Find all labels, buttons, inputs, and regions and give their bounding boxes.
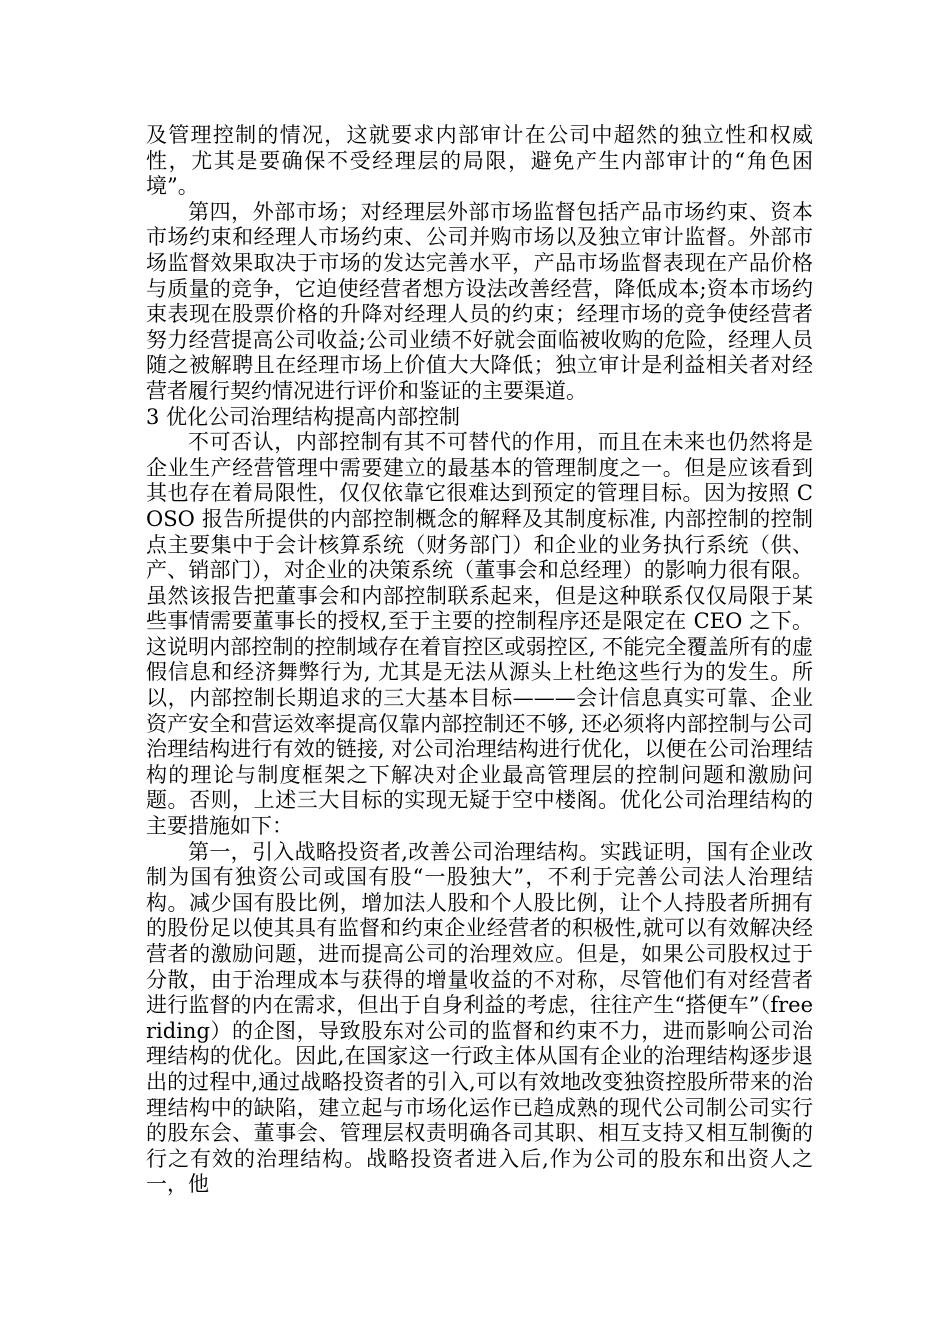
paragraph-internal-audit-independence: 及管理控制的情况，这就要求内部审计在公司中超然的独立性和权威性，尤其是要确保不受经理层的局限，避免产生内部审计的“角色困境”。 xyxy=(146,123,813,199)
document-page xyxy=(146,123,813,1198)
paragraph-strategic-investors: 第一，引入战略投资者,改善公司治理结构。实践证明，国有企业改制为国有独资公司或国有股“一股独大”，不利于完善公司法人治理结构。减少国有股比例，增加法人股和个人股比例，让个人持股者所拥有的股份足以使其具有监督和约束企业经营者的积极性,就可以有效解决经营者的激励问题，进而提高公司的治理效应。但是，如果公司股权过于分散，由于治理成本与获得的增量收益的不对称，尽管他们有对经营者进行监督的内在需求，但出于自身利益的考虑，往往产生“搭便车”（free riding）的企图，导致股东对公司的监督和约束不力，进而影响公司治理结构的优化。因此,在国家这一行政主体从国有企业的治理结构逐步退出的过程中,通过战略投资者的引入,可以有效地改变独资控股所带来的治理结构中的缺陷，建立起与市场化运作已趋成熟的现代公司制公司实行的股东会、董事会、管理层权责明确各司其职、相互支持又相互制衡的行之有效的治理结构。战略投资者进入后,作为公司的股东和出资人之一，他 xyxy=(146,839,813,1197)
section-heading: 3 优化公司治理结构提高内部控制 xyxy=(146,404,461,429)
paragraph-external-market: 第四，外部市场；对经理层外部市场监督包括产品市场约束、资本市场约束和经理人市场约束、公司并购市场以及独立审计监督。外部市场监督效果取决于市场的发达完善水平，产品市场监督表现在产品价格与质量的竞争，它迫使经营者想方设法改善经营，降低成本;资本市场约束表现在股票价格的升降对经理人员的约束；经理市场的竞争使经营者努力经营提高公司收益;公司业绩不好就会面临被收购的危险，经理人员随之被解聘且在经理市场上价值大大降低；独立审计是利益相关者对经营者履行契约情况进行评价和鉴证的主要渠道。 xyxy=(146,199,813,403)
paragraph-internal-control-limits: 不可否认，内部控制有其不可替代的作用，而且在未来也仍然将是企业生产经营管理中需要建立的最基本的管理制度之一。但是应该看到其也存在着局限性，仅仅依靠它很难达到预定的管理目标。因为按照 COSO 报告所提供的内部控制概念的解释及其制度标准, 内部控制的控制点主要集中于会计核算系统（财务部门）和企业的业务执行系统（供、产、销部门），对企业的决策系统（董事会和总经理）的影响力很有限。虽然该报告把董事会和内部控制联系起来，但是这种联系仅仅局限于某些事情需要董事长的授权,至于主要的控制程序还是限定在 CEO 之下。这说明内部控制的控制域存在着盲控区或弱控区, 不能完全覆盖所有的虚假信息和经济舞弊行为, 尤其是无法从源头上杜绝这些行为的发生。所以，内部控制长期追求的三大基本目标———会计信息真实可靠、企业资产安全和营运效率提高仅靠内部控制还不够, 还必须将内部控制与公司治理结构进行有效的链接, 对公司治理结构进行优化，以便在公司治理结构的理论与制度框架之下解决对企业最高管理层的控制问题和激励问题。否则，上述三大目标的实现无疑于空中楼阁。优化公司治理结构的主要措施如下： xyxy=(146,430,813,839)
